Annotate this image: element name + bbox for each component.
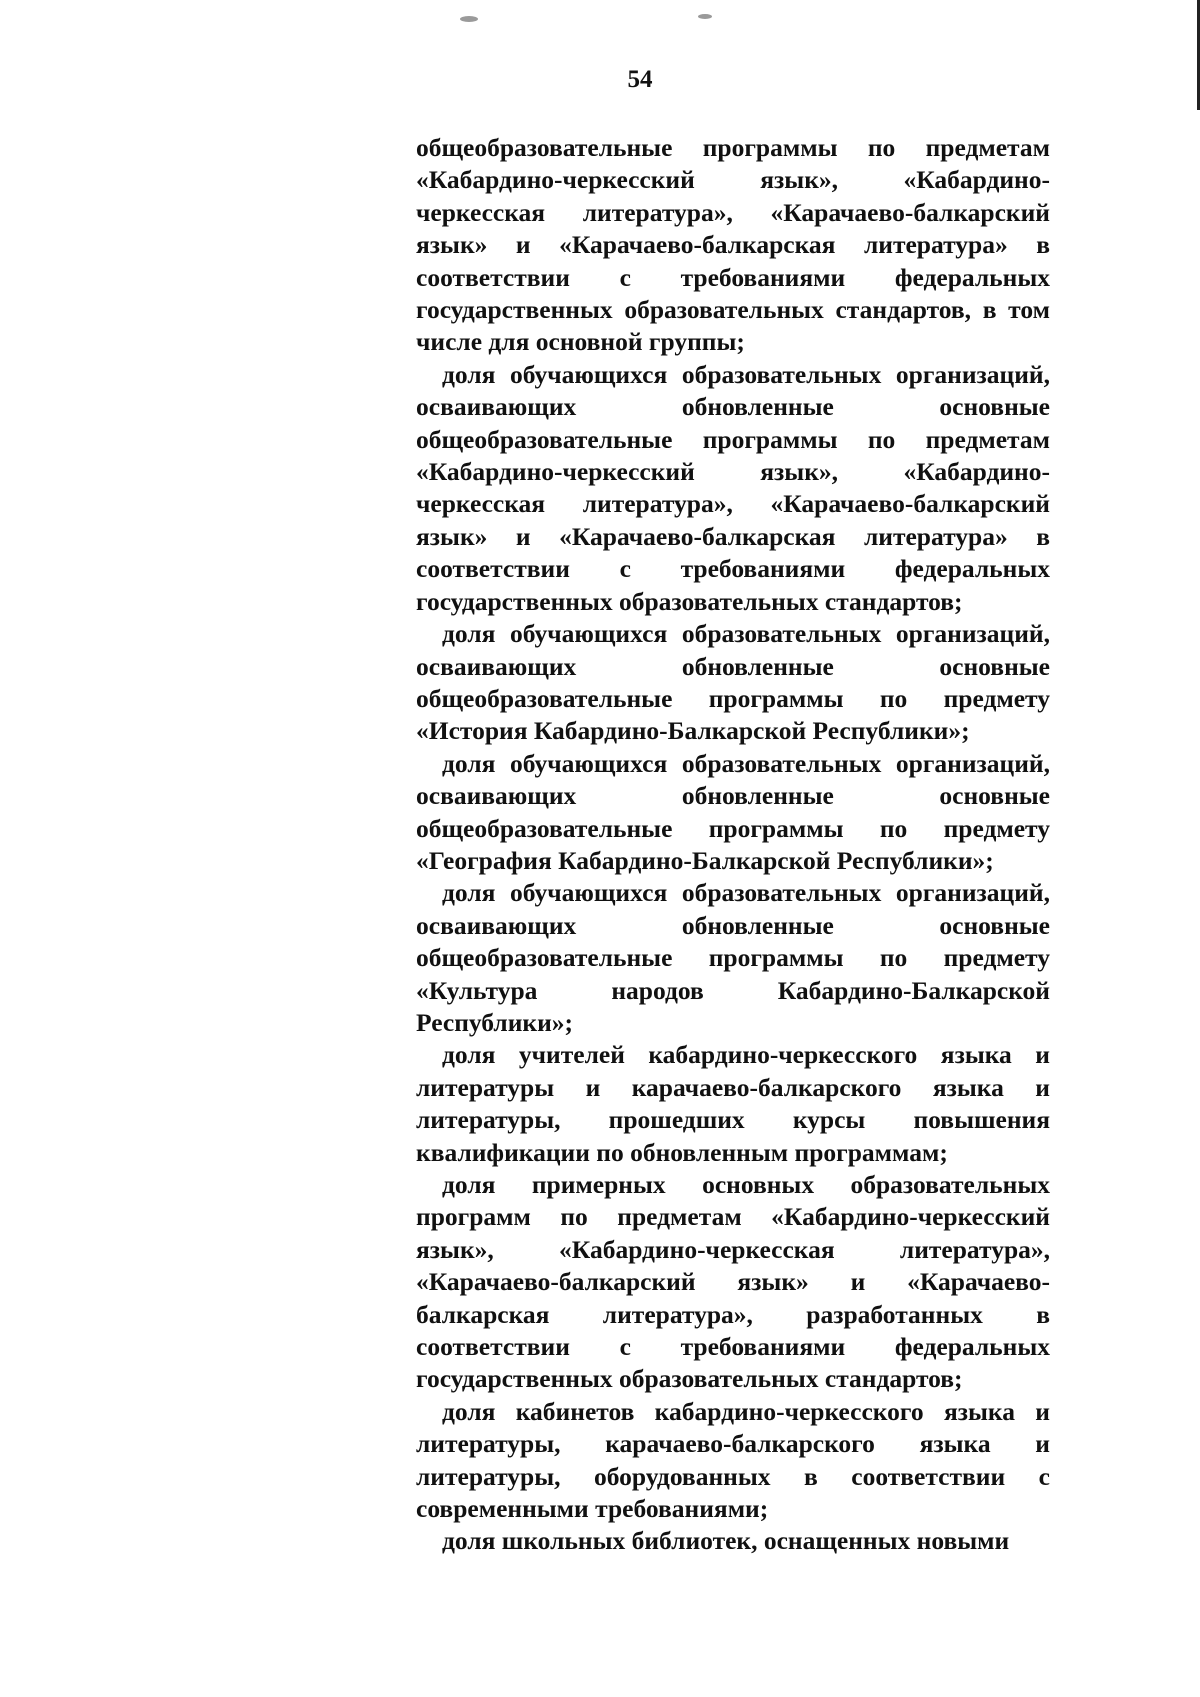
paragraph: общеобразовательные программы по предметам «Кабардино-черкесский язык», «Кабардино-черкесская литература», «Карачаево-балкарский язык» и «Карачаево-балкарская литература» в соответствии с требованиями федеральных государственных образовательных стандартов, в том числе для основной группы; xyxy=(416,133,1050,357)
paragraph: доля обучающихся образовательных организаций, осваивающих обновленные основные общеобразовательные программы по предмету «Культура народов Кабардино-Балкарской Республики»; xyxy=(416,878,1050,1037)
page-number: 54 xyxy=(627,66,653,93)
scan-speck xyxy=(698,14,712,19)
paragraph: доля обучающихся образовательных организаций, осваивающих обновленные основные общеобразовательные программы по предметам «Кабардино-черкесский язык», «Кабардино-черкесская литература», «Карачаево-балкарский язык» и «Карачаево-балкарская литература» в соответствии с требованиями федеральных государственных образовательных стандартов; xyxy=(416,359,1050,616)
document-body xyxy=(416,132,1050,1558)
paragraph: доля примерных основных образовательных программ по предметам «Кабардино-черкесский язык», «Кабардино-черкесская литература», «Карачаево-балкарский язык» и «Карачаево-балкарская литература», разработанных в соответствии с требованиями федеральных государственных образовательных стандартов; xyxy=(416,1170,1050,1394)
scan-speck xyxy=(460,16,478,22)
paragraph: доля обучающихся образовательных организаций, осваивающих обновленные основные общеобразовательные программы по предмету «География Кабардино-Балкарской Республики»; xyxy=(416,748,1050,875)
paragraph: доля учителей кабардино-черкесского языка и литературы и карачаево-балкарского языка и литературы, прошедших курсы повышения квалификации по обновленным программам; xyxy=(416,1040,1050,1167)
paragraph: доля кабинетов кабардино-черкесского языка и литературы, карачаево-балкарского языка и литературы, оборудованных в соответствии с современными требованиями; xyxy=(416,1396,1050,1524)
paragraph: доля обучающихся образовательных организаций, осваивающих обновленные основные общеобразовательные программы по предмету «История Кабардино-Балкарской Республики»; xyxy=(416,619,1050,746)
paragraph: доля школьных библиотек, оснащенных новыми xyxy=(442,1526,1010,1556)
